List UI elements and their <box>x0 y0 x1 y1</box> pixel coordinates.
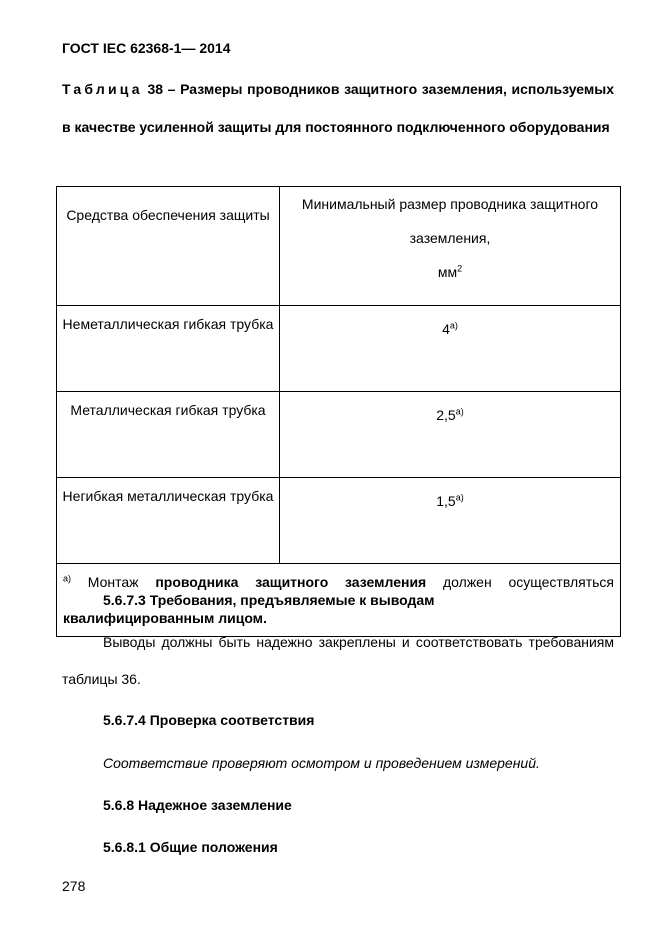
document-header: ГОСТ IEC 62368-1— 2014 <box>62 40 231 56</box>
section-5-6-8-1-title: 5.6.8.1 Общие положения <box>103 839 278 855</box>
cell-value: $2,5^{а)}$ <box>280 392 621 478</box>
section-5-6-8-title: 5.6.8 Надежное заземление <box>103 797 292 813</box>
page-number: 278 <box>62 878 86 894</box>
col-header-means: Средства обеспечения защиты <box>57 187 280 306</box>
section-5-6-7-4-title: 5.6.7.4 Проверка соответствия <box>103 712 315 728</box>
table-row <box>57 478 621 564</box>
cell-means: Металлическая гибкая трубка <box>57 392 280 478</box>
col-header-unit-sup: 2 <box>457 263 463 274</box>
table-caption <box>62 70 614 146</box>
table-caption-label: Таблица <box>62 81 143 97</box>
col-header-unit: мм <box>437 264 458 280</box>
cell-means: Негибкая металлическая трубка <box>57 478 280 564</box>
table-footnote: $^{а)}$ Монтаж проводника защитного заземления должен осуществляться квалифицированным лицом. <box>57 564 621 637</box>
section-5-6-7-3-text: Выводы должны быть надежно закреплены и соответствовать требованиям таблицы 36. <box>62 634 614 687</box>
table-row <box>57 392 621 478</box>
cell-value: $4^{а)}$ <box>280 306 621 392</box>
col-header-min-size-text: Минимальный размер проводника защитного заземления, <box>301 196 599 246</box>
table-caption-text: 38 – Размеры проводников защитного заземления, используемых в качестве усиленной защиты для постоянного подключенного оборудования <box>62 81 615 135</box>
section-5-6-7-3-title: 5.6.7.3 Требования, предъявляемые к выводам <box>103 592 435 608</box>
table-header-row <box>57 187 621 306</box>
conductor-size-table <box>56 186 621 637</box>
cell-means: Неметаллическая гибкая трубка <box>57 306 280 392</box>
col-header-min-size <box>280 187 621 306</box>
footnote-mark: а) <box>63 573 72 584</box>
table-row <box>57 306 621 392</box>
cell-value: $1,5^{а)}$ <box>280 478 621 564</box>
section-5-6-7-4-text: Соответствие проверяют осмотром и проведением измерений. <box>103 755 540 771</box>
